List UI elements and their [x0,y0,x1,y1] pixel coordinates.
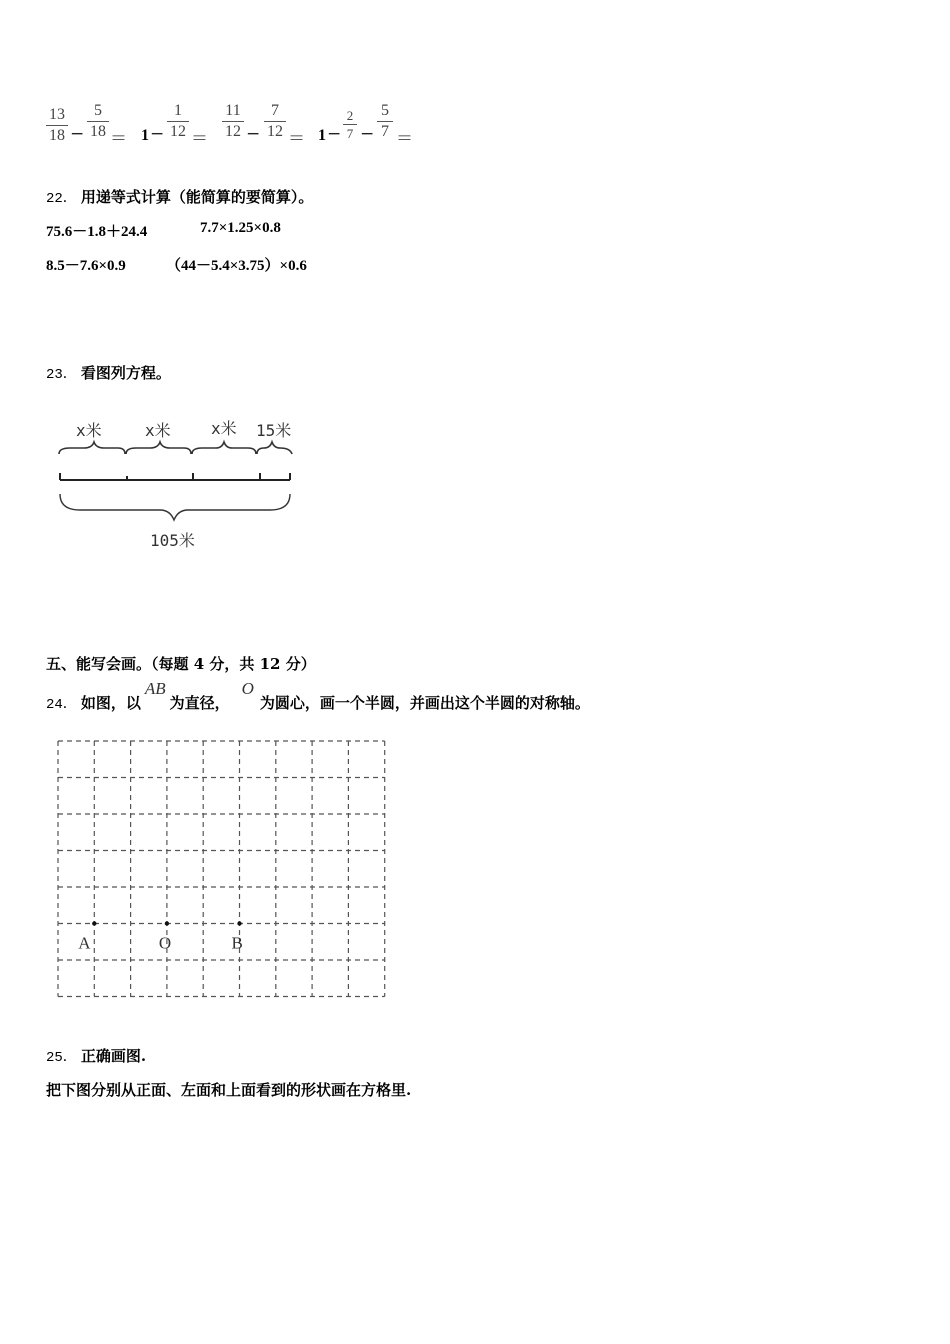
fraction: 13 18 [46,106,68,145]
equals-sign: ＝ [191,129,208,149]
fraction: 11 12 [222,102,244,141]
fraction: 7 12 [264,102,286,141]
fraction: 5 7 [377,102,393,141]
segment-diagram [50,410,310,560]
fraction: 1 12 [167,102,189,141]
section-title: 五、能写会画。（每题 4 分，共 12 分） [46,655,316,673]
calc-item: 8.5－7.6×0.9 [46,258,126,274]
question-title: 看图列方程。 [80,364,171,382]
equals-sign: ＝ [396,129,413,149]
calc-item: （44－5.4×3.75）×0.6 [166,258,307,274]
q25-heading [46,1045,146,1066]
question-title: 正确画图. [80,1047,147,1065]
minus-sign: − [70,124,85,144]
point-label: O [158,933,172,953]
dotted-grid[interactable] [50,735,395,1005]
segment-label: x米 [211,419,237,438]
brace [59,442,125,454]
fraction: 5 18 [87,102,109,141]
point-label: A [78,933,91,953]
q23-heading [46,362,171,383]
equals-sign: ＝ [110,129,127,149]
question-title: 用递等式计算（能简算的要简算）。 [80,188,314,206]
whole-number: 1 [141,127,149,144]
brace [192,442,256,454]
minus-sign: − [327,124,342,144]
calc-item: 75.6－1.8＋24.4 [46,224,148,240]
math-o: O [241,679,254,698]
equals-sign: ＝ [288,129,305,149]
question-number: 24． [46,697,77,713]
minus-sign: − [246,124,261,144]
point-label: B [231,933,243,953]
calc-item: 7.7×1.25×0.8 [200,220,281,236]
segment-label: x米 [145,421,171,440]
brace [60,494,290,520]
math-ab: AB [144,679,166,698]
point-a [92,921,96,925]
question-number: 22． [46,191,77,207]
question-number: 25． [46,1050,77,1066]
segment-label: x米 [76,421,102,440]
q25-text: 把下图分别从正面、左面和上面看到的形状画在方格里. [46,1081,412,1099]
point-b [237,921,241,925]
q24-heading: 24． 如图，以AB为直径，O为圆心，画一个半圆，并画出这个半圆的对称轴。 [46,679,590,713]
minus-sign: − [360,124,375,144]
minus-sign: − [150,124,165,144]
brace [257,442,292,454]
segment-label: 15米 [256,421,292,440]
whole-number: 1 [318,127,326,144]
q22-heading [46,186,313,207]
brace [126,442,191,454]
total-label: 105米 [150,531,195,550]
fraction: 2 7 [343,108,357,141]
point-o [165,921,169,925]
question-number: 23． [46,367,77,383]
